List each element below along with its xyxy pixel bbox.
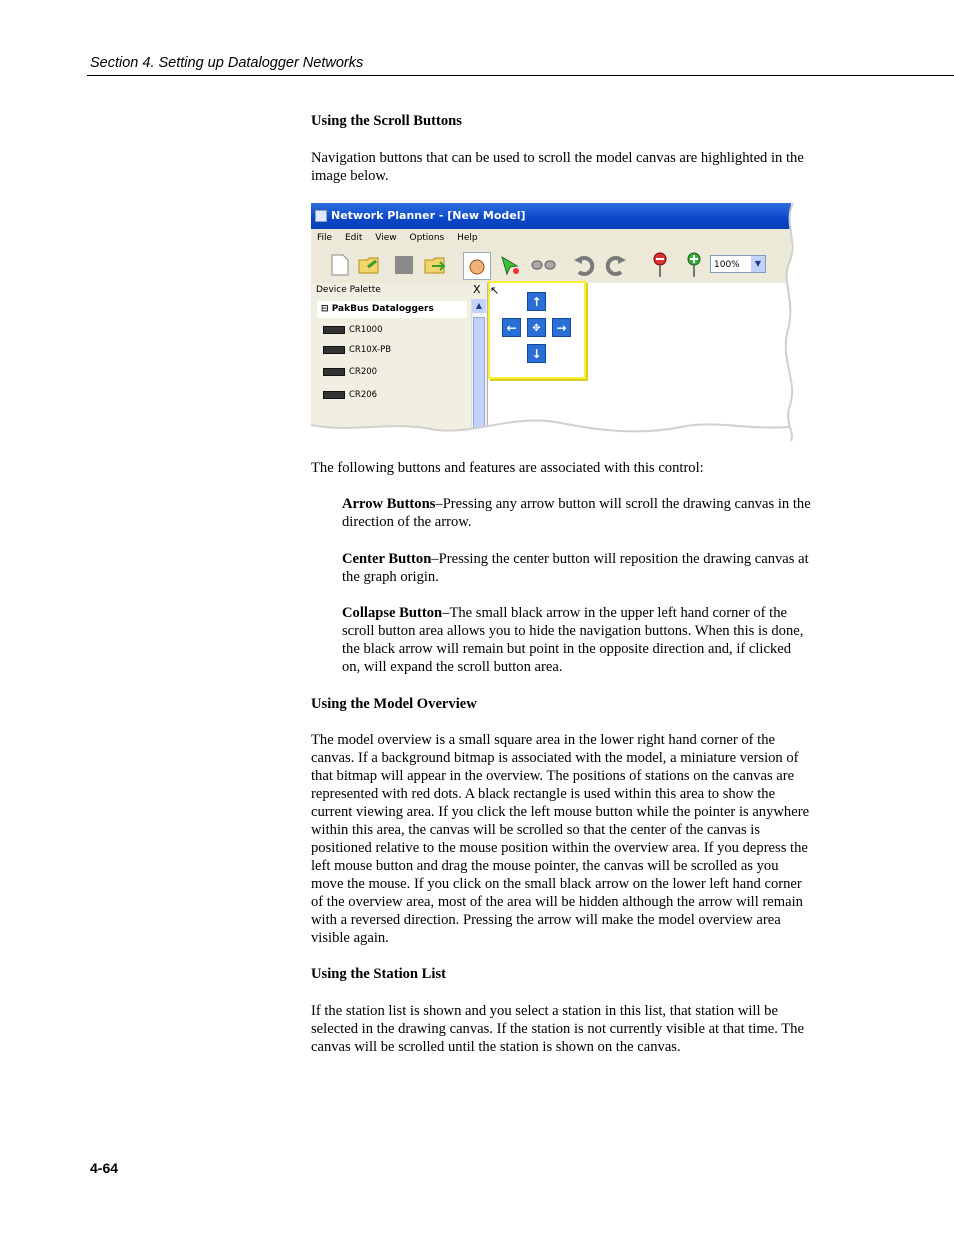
scroll-right-arrow-icon[interactable]: → bbox=[552, 318, 571, 337]
datalogger-icon bbox=[323, 326, 345, 334]
collapse-arrow-icon[interactable]: ↖ bbox=[490, 284, 500, 297]
feature-text: –The small black arrow in the upper left hand corner of the scroll button area allows you to hide the navigation buttons. When this is done, the black arrow will remain but point in the opposite direction and, if clicked on, will expand the scroll button area. bbox=[342, 605, 804, 675]
palette-item-cr10x-pb[interactable] bbox=[323, 343, 391, 357]
feature-text: –Pressing any arrow button will scroll the drawing canvas in the direction of the arrow. bbox=[342, 496, 811, 530]
center-button-icon[interactable]: ✥ bbox=[527, 318, 546, 337]
zoom-out-icon[interactable] bbox=[647, 252, 673, 278]
redo-icon[interactable] bbox=[603, 252, 629, 278]
palette-item-cr1000[interactable] bbox=[323, 323, 382, 337]
save-as-icon[interactable] bbox=[423, 252, 449, 278]
chevron-down-icon[interactable]: ▼ bbox=[751, 256, 765, 272]
features-intro: The following buttons and features are associated with this control: bbox=[311, 460, 704, 476]
torn-right-edge-decoration bbox=[781, 203, 811, 441]
scroll-down-arrow-icon[interactable]: ↓ bbox=[527, 344, 546, 363]
menu-help[interactable]: Help bbox=[457, 233, 478, 243]
app-icon bbox=[315, 210, 327, 222]
collapse-toggle-icon[interactable]: ⊟ bbox=[321, 304, 329, 314]
datalogger-icon bbox=[323, 368, 345, 376]
close-icon[interactable]: X bbox=[473, 283, 481, 296]
palette-title: Device Palette bbox=[316, 285, 381, 295]
chevron-up-icon[interactable]: ▲ bbox=[472, 299, 486, 313]
datalogger-icon bbox=[323, 391, 345, 399]
heading-model-overview: Using the Model Overview bbox=[311, 696, 477, 712]
device-label: CR1000 bbox=[349, 325, 383, 335]
pan-hand-icon[interactable] bbox=[463, 252, 491, 280]
feature-arrow-buttons bbox=[342, 495, 812, 531]
group-label: PakBus Dataloggers bbox=[331, 304, 434, 314]
palette-item-cr200[interactable] bbox=[323, 365, 377, 379]
datalogger-icon bbox=[323, 346, 345, 354]
menu-view[interactable]: View bbox=[375, 233, 397, 243]
menu-options[interactable]: Options bbox=[409, 233, 445, 243]
heading-scroll-buttons: Using the Scroll Buttons bbox=[311, 113, 462, 129]
menu-edit[interactable]: Edit bbox=[344, 233, 363, 243]
feature-text: –Pressing the center button will reposition the drawing canvas at the graph origin. bbox=[342, 551, 809, 585]
new-file-icon[interactable] bbox=[327, 252, 353, 278]
scroll-left-arrow-icon[interactable]: ← bbox=[502, 318, 521, 337]
menu-file[interactable]: File bbox=[317, 233, 333, 243]
station-list-body: If the station list is shown and you select a station in this list, that station will be selected in the drawing canvas. If the station is not currently visible at that time. The canvas will be scrolled until the station is shown on the canvas. bbox=[311, 1003, 804, 1055]
group-pakbus-dataloggers[interactable] bbox=[317, 301, 467, 318]
page-number: 4-64 bbox=[90, 1160, 119, 1176]
palette-item-cr206[interactable] bbox=[323, 388, 377, 402]
open-folder-icon[interactable] bbox=[357, 252, 383, 278]
connect-link-icon[interactable] bbox=[531, 252, 557, 278]
select-arrow-icon[interactable] bbox=[497, 252, 523, 278]
device-label: CR206 bbox=[349, 390, 378, 400]
device-label: CR200 bbox=[349, 367, 378, 377]
feature-collapse-button bbox=[342, 604, 812, 676]
zoom-select[interactable] bbox=[710, 255, 766, 273]
window-titlebar bbox=[311, 203, 791, 229]
scroll-buttons-intro: Navigation buttons that can be used to scroll the model canvas are highlighted in the image below. bbox=[311, 150, 804, 184]
window-title: Network Planner - [New Model] bbox=[331, 209, 526, 222]
feature-term: Collapse Button bbox=[342, 605, 443, 621]
feature-term: Arrow Buttons bbox=[342, 496, 436, 512]
device-label: CR10X-PB bbox=[349, 345, 392, 355]
undo-icon[interactable] bbox=[571, 252, 597, 278]
feature-center-button bbox=[342, 550, 812, 586]
save-icon[interactable] bbox=[391, 252, 417, 278]
toolbar bbox=[311, 247, 791, 284]
model-overview-body: The model overview is a small square area in the lower right hand corner of the canvas. If a background bitmap is associated with the model, a miniature version of that bitmap will appear in the overview. The positions of stations on the canvas are represented with red dots. A black rectangle is used within this area to show the current viewing area. If you click the left mouse button while the pointer is anywhere within this area, the canvas will be scrolled so that the center of the canvas is positioned relative to the mouse position within the overview area. If you depress the left mouse button and drag the mouse pointer, the canvas will be scrolled as you move the mouse. If you click on the small black arrow on the lower left hand corner of the overview area, most of the area will be hidden although the arrow will remain with a reversed direction. Pressing the arrow will make the model overview area visible again. bbox=[311, 732, 810, 946]
scroll-buttons-highlight bbox=[488, 281, 586, 379]
zoom-value: 100% bbox=[714, 260, 740, 270]
header-rule bbox=[87, 75, 954, 76]
torn-edge-decoration bbox=[311, 403, 811, 443]
menu-bar bbox=[311, 229, 791, 247]
section-header: Section 4. Setting up Datalogger Networks bbox=[90, 55, 364, 71]
heading-station-list: Using the Station List bbox=[311, 966, 447, 982]
zoom-in-icon[interactable] bbox=[681, 252, 707, 278]
network-planner-screenshot bbox=[311, 203, 811, 441]
feature-term: Center Button bbox=[342, 551, 432, 567]
scroll-up-arrow-icon[interactable]: ↑ bbox=[527, 292, 546, 311]
